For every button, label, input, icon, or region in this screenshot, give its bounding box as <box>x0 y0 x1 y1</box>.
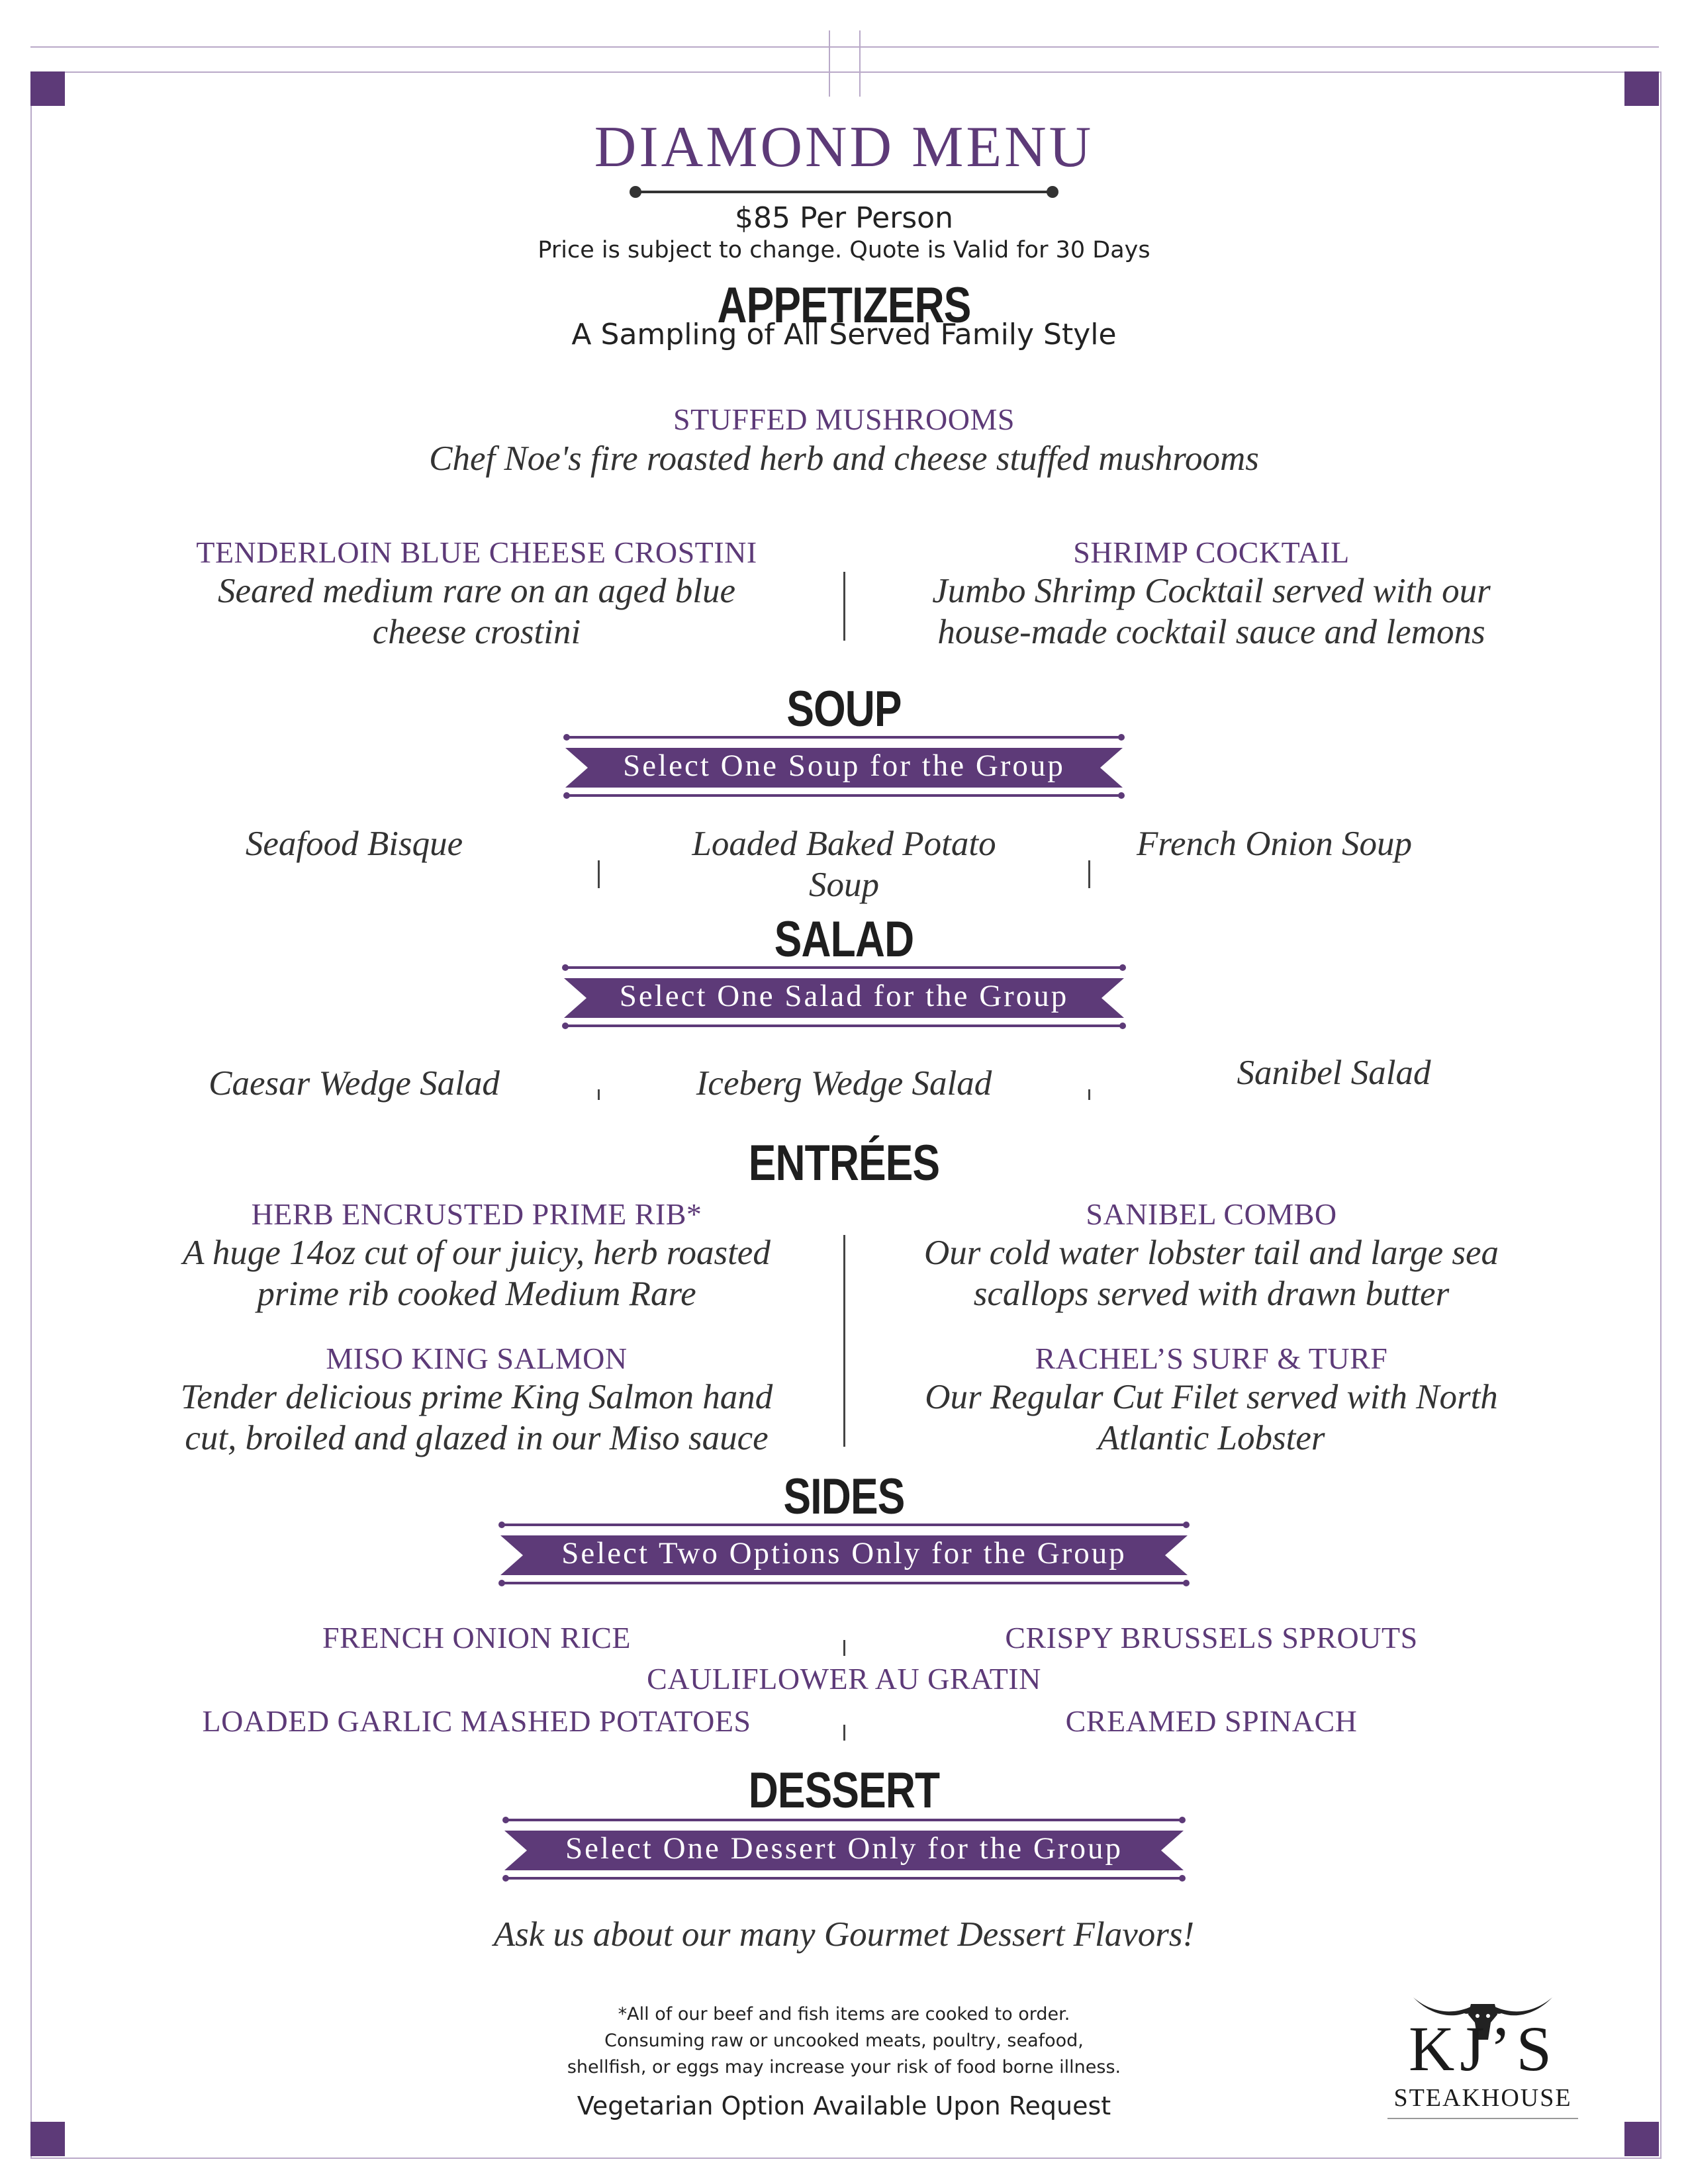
soup-option: French Onion Soup <box>1136 825 1413 863</box>
appetizer-desc: Chef Noe's fire roasted herb and cheese stuffed mushrooms <box>429 439 1259 478</box>
logo-sub: STEAKHOUSE <box>1393 2084 1572 2112</box>
corner-top-right <box>1624 71 1659 106</box>
logo-underline <box>1387 2118 1578 2119</box>
entree-desc: Atlantic Lobster <box>1098 1419 1325 1457</box>
dessert-banner-text: Select One Dessert Only for the Group <box>565 1831 1123 1866</box>
salad-option: Sanibel Salad <box>1237 1054 1431 1092</box>
entrees-heading: ENTRÉES <box>748 1135 940 1191</box>
appetizer-name: SHRIMP COCKTAIL <box>1073 535 1350 569</box>
footer-note: shellfish, or eggs may increase your risk of food borne illness. <box>567 2057 1121 2077</box>
title-divider <box>629 184 1059 200</box>
top-rule <box>30 46 1659 48</box>
soup-heading: SOUP <box>786 681 902 737</box>
side-option: CRISPY BRUSSELS SPROUTS <box>1005 1621 1418 1655</box>
top-tick-right <box>859 30 861 97</box>
entree-desc: Our cold water lobster tail and large sea <box>923 1234 1499 1272</box>
appetizer-name: STUFFED MUSHROOMS <box>673 402 1015 436</box>
salad-option: Iceberg Wedge Salad <box>696 1064 992 1103</box>
appetizer-desc: Seared medium rare on an aged blue <box>217 572 736 610</box>
top-tick-left <box>829 30 830 97</box>
entree-desc: scallops served with drawn butter <box>973 1275 1450 1313</box>
appetizer-name: TENDERLOIN BLUE CHEESE CROSTINI <box>196 535 757 569</box>
dessert-heading: DESSERT <box>748 1762 940 1819</box>
column-divider <box>843 572 845 641</box>
appetizer-desc: cheese crostini <box>372 613 581 651</box>
entree-desc: cut, broiled and glazed in our Miso sauce <box>185 1419 769 1457</box>
salad-heading: SALAD <box>774 911 914 968</box>
soup-option: Loaded Baked Potato <box>692 825 996 863</box>
sides-banner-text: Select Two Options Only for the Group <box>561 1536 1127 1570</box>
option-divider <box>598 1089 600 1100</box>
salad-option: Caesar Wedge Salad <box>209 1064 500 1103</box>
entree-desc: A huge 14oz cut of our juicy, herb roasted <box>183 1234 771 1272</box>
option-divider <box>843 1725 845 1741</box>
soup-option: Soup <box>809 866 879 904</box>
soup-banner <box>563 733 1125 799</box>
appetizer-desc: Jumbo Shrimp Cocktail served with our <box>932 572 1491 610</box>
entree-name: HERB ENCRUSTED PRIME RIB* <box>251 1197 702 1231</box>
salad-banner <box>561 964 1127 1030</box>
price: $85 Per Person <box>735 201 953 235</box>
corner-top-left <box>30 71 65 106</box>
vegetarian-note: Vegetarian Option Available Upon Request <box>577 2091 1111 2120</box>
price-note: Price is subject to change. Quote is Valid for 30 Days <box>538 237 1150 263</box>
soup-option: Seafood Bisque <box>245 825 463 863</box>
appetizers-subheading: A Sampling of All Served Family Style <box>571 318 1117 351</box>
option-divider <box>843 1640 845 1656</box>
option-divider <box>1088 860 1090 888</box>
sides-heading: SIDES <box>783 1469 905 1525</box>
entree-desc: Tender delicious prime King Salmon hand <box>180 1378 773 1416</box>
option-divider <box>598 860 600 888</box>
column-divider <box>843 1235 845 1447</box>
logo <box>1377 1979 1589 2124</box>
logo-name: KJ’S <box>1408 2013 1558 2084</box>
salad-banner-text: Select One Salad for the Group <box>619 979 1069 1013</box>
entree-name: SANIBEL COMBO <box>1086 1197 1337 1231</box>
corner-bottom-left <box>30 2122 65 2156</box>
dessert-banner <box>502 1816 1186 1882</box>
entree-desc: prime rib cooked Medium Rare <box>257 1275 696 1313</box>
appetizers-heading: APPETIZERS <box>717 277 971 334</box>
soup-banner-text: Select One Soup for the Group <box>623 749 1065 783</box>
footer-note: Consuming raw or uncooked meats, poultry, seafood, <box>604 2030 1084 2051</box>
menu-title: DIAMOND MENU <box>594 115 1094 179</box>
entree-name: RACHEL’S SURF & TURF <box>1035 1342 1388 1375</box>
appetizer-desc: house-made cocktail sauce and lemons <box>937 613 1485 651</box>
side-option: LOADED GARLIC MASHED POTATOES <box>202 1704 751 1738</box>
option-divider <box>1088 1089 1090 1100</box>
side-option: FRENCH ONION RICE <box>322 1621 631 1655</box>
side-option: CREAMED SPINACH <box>1065 1704 1358 1738</box>
side-option: CAULIFLOWER AU GRATIN <box>647 1662 1041 1696</box>
dessert-note: Ask us about our many Gourmet Dessert Flavors! <box>493 1915 1195 1954</box>
footer-note: *All of our beef and fish items are cooked to order. <box>618 2004 1070 2025</box>
corner-bottom-right <box>1624 2122 1659 2156</box>
entree-desc: Our Regular Cut Filet served with North <box>925 1378 1498 1416</box>
entree-name: MISO KING SALMON <box>326 1342 628 1375</box>
sides-banner <box>498 1521 1190 1587</box>
